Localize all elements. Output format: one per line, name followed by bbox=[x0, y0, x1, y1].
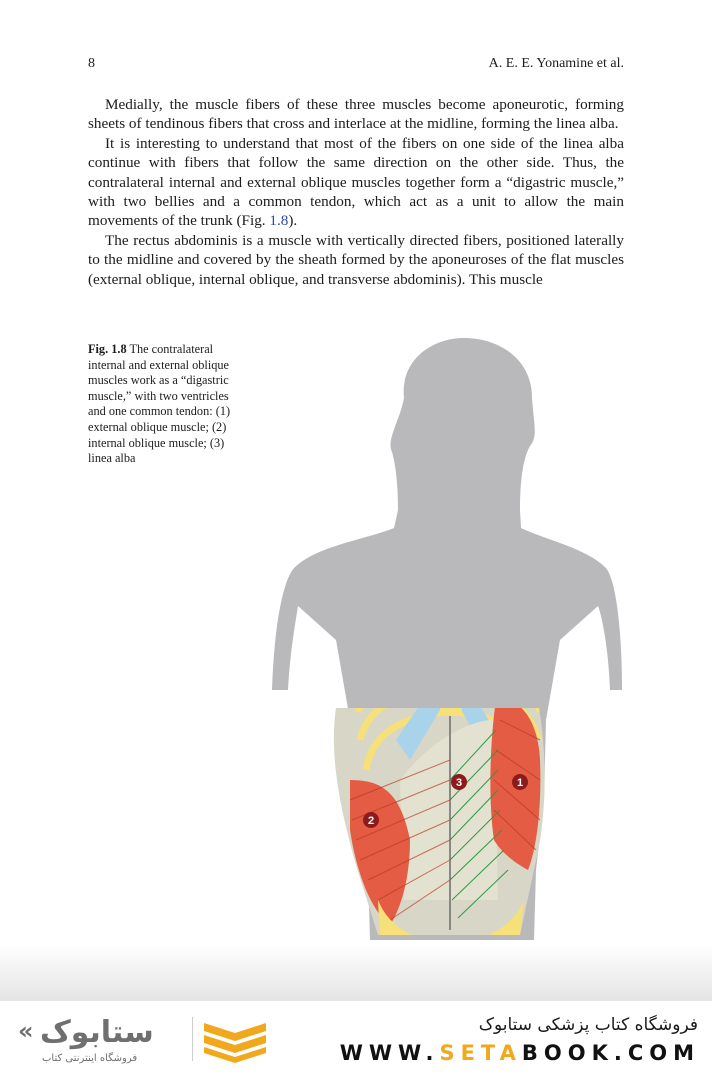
marker-1 bbox=[512, 774, 528, 790]
page-number: 8 bbox=[88, 56, 95, 71]
marker-2 bbox=[363, 812, 379, 828]
book-stack-icon bbox=[200, 1019, 270, 1063]
page-header bbox=[88, 56, 624, 76]
figure-reference-link[interactable]: 1.8 bbox=[269, 212, 289, 230]
running-head-authors: A. E. E. Yonamine et al. bbox=[488, 56, 624, 71]
paragraph-2 bbox=[88, 134, 624, 231]
svg-text:3: 3 bbox=[455, 777, 463, 789]
publisher-url-link[interactable] bbox=[340, 1041, 700, 1065]
footer-fade bbox=[0, 945, 712, 1001]
figure-label: Fig. 1.8 bbox=[88, 342, 127, 356]
publisher-name: فروشگاه کتاب پزشکی ستابوک bbox=[478, 1015, 698, 1035]
paragraph-3: The rectus abdominis is a muscle with vertically directed fibers, positioned laterally to the midline and covered by the sheath formed by the aponeuroses of the flat muscles (external oblique, internal oblique, and transverse abdominis). This muscle bbox=[88, 231, 624, 288]
svg-text:2: 2 bbox=[367, 815, 375, 827]
paragraph-2-end: ). bbox=[288, 212, 298, 230]
logo-divider bbox=[192, 1017, 193, 1061]
figure-caption-text: The contralateral internal and external oblique muscles work as a “digastric muscle,” with two ventricles and one common tendon: (1) external oblique muscle; (2) internal oblique muscle; (3) linea alba bbox=[88, 342, 231, 466]
logo-text: ستابوک bbox=[40, 1015, 154, 1050]
url-prefix: WWW. bbox=[339, 1041, 440, 1065]
body-text bbox=[88, 95, 624, 289]
marker-3 bbox=[451, 774, 467, 790]
abdominal-muscles-illustration bbox=[240, 330, 650, 970]
figure-caption bbox=[88, 342, 248, 467]
logo-subtitle: فروشگاه اینترنتی کتاب bbox=[42, 1053, 138, 1064]
logo-arrows-icon: « bbox=[18, 1017, 34, 1045]
publisher-footer bbox=[0, 1001, 712, 1079]
paragraph-1: Medially, the muscle fibers of these three muscles become aponeurotic, forming sheets of tendinous fibers that cross and interlace at the midline, forming the linea alba. bbox=[88, 96, 624, 133]
svg-text:1: 1 bbox=[516, 777, 524, 789]
url-suffix: BOOK.COM bbox=[521, 1041, 700, 1065]
paragraph-2-text: It is interesting to understand that most of the fibers on one side of the linea alba continue with fibers that follow the same direction on the other side. Thus, the contralateral internal and external oblique muscles together form a “digastric muscle,” with two bellies and a common tendon, which act as a unit to allow the main movements of the trunk (Fig. bbox=[88, 134, 624, 230]
url-highlight: SETA bbox=[439, 1041, 522, 1065]
